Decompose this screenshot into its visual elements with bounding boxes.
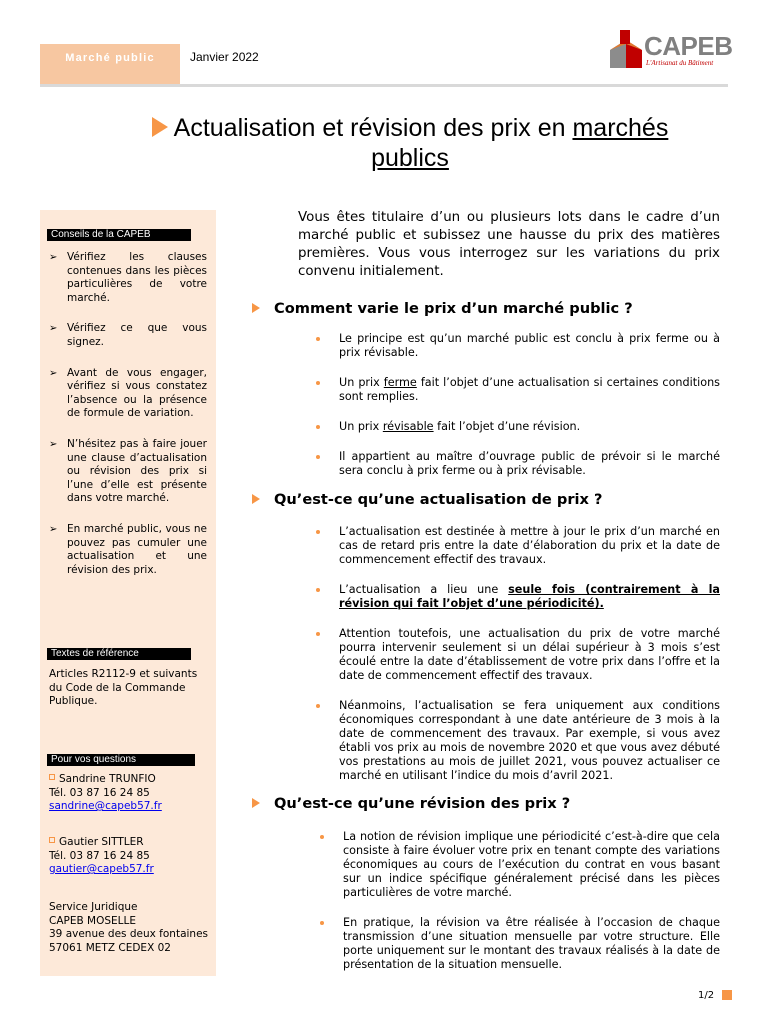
square-bullet-icon xyxy=(49,774,55,780)
arrow-bullet-icon: ➢ xyxy=(49,367,58,379)
section2-bullets xyxy=(316,525,720,783)
service-address: Service Juridique CAPEB MOSELLE 39 avenue des deux fontaines 57061 METZ CEDEX 02 xyxy=(49,901,209,954)
logo-wordmark: CAPEB xyxy=(644,31,733,61)
title-line1-start: Actualisation et révision des prix en xyxy=(173,114,573,142)
intro-paragraph: Vous êtes titulaire d’un ou plusieurs lots dans le cadre d’un marché public et subissez une hausse du prix des matières premières. Vous vous interrogez sur les variations du prix convenu initialement. xyxy=(298,210,720,279)
list-item: La notion de révision implique une périodicité c’est-à-dire que cela consiste à faire évoluer votre prix en tenant compte des variations économiques au cours de l’exécution du contrat en vous basant sur un indice spécifique généralement précisé dans les pièces particulières de votre marché. xyxy=(320,830,720,900)
contact-card xyxy=(49,836,209,877)
doc-date: Janvier 2022 xyxy=(190,50,259,64)
conseils-list xyxy=(49,251,207,594)
bullet-dot-icon xyxy=(316,632,320,636)
conseil-item: ➢ Vérifiez ce que vous signez. xyxy=(49,322,207,348)
title-arrow-icon xyxy=(152,117,168,137)
contact-email-link[interactable]: gautier@capeb57.fr xyxy=(49,863,154,876)
list-item: Il appartient au maître d’ouvrage public de prévoir si le marché sera conclu à prix ferme ou à prix révisable. xyxy=(316,450,720,478)
title-line2-underlined: publics xyxy=(371,144,449,172)
contact-phone: Tél. 03 87 16 24 85 xyxy=(49,849,150,862)
conseil-item: ➢ Vérifiez les clauses contenues dans les pièces particulières de votre marché. xyxy=(49,251,207,304)
heading-arrow-icon xyxy=(252,494,260,504)
bullet-dot-icon xyxy=(316,455,320,459)
arrow-bullet-icon: ➢ xyxy=(49,323,58,335)
bullet-dot-icon xyxy=(320,921,324,925)
textes-body: Articles R2112-9 et suivants du Code de la Commande Publique. xyxy=(49,668,198,708)
bullet-dot-icon xyxy=(316,588,320,592)
contact-name: Sandrine TRUNFIO xyxy=(49,773,209,787)
list-item: Un prix révisable fait l’objet d’une révision. xyxy=(316,420,720,434)
section-heading: Qu’est-ce qu’une révision des prix ? xyxy=(252,795,570,812)
section3-bullets xyxy=(320,830,720,972)
bullet-dot-icon xyxy=(316,381,320,385)
list-item: Attention toutefois, une actualisation du prix de votre marché pourra intervenir seulement si un délai supérieur à 3 mois s’est écoulé entre la date d’établissement de votre prix dans l’offre et la date de commencement effectif des travaux. xyxy=(316,627,720,683)
contact-email-link[interactable]: sandrine@capeb57.fr xyxy=(49,800,162,813)
section-heading: Qu’est-ce qu’une actualisation de prix ? xyxy=(252,491,602,508)
conseil-item: ➢ En marché public, vous ne pouvez pas cumuler une actualisation et une révision des prix. xyxy=(49,522,207,576)
list-item: En pratique, la révision va être réalisée à l’occasion de chaque transmission d’une situation mensuelle par votre structure. Elle porte uniquement sur le montant des travaux réalisés à la date de présentation de la situation mensuelle. xyxy=(320,916,720,972)
logo-slogan: L'Artisanat du Bâtiment xyxy=(646,59,714,67)
heading-arrow-icon xyxy=(252,798,260,808)
contact-card xyxy=(49,773,209,814)
square-bullet-icon xyxy=(49,837,55,843)
page-number: 1/2 xyxy=(698,990,715,1001)
conseils-label: Conseils de la CAPEB xyxy=(47,229,191,241)
textes-label: Textes de référence xyxy=(47,648,191,660)
list-item: L’actualisation a lieu une seule fois (contrairement à la révision qui fait l’objet d’une périodicité). xyxy=(316,583,720,611)
bullet-dot-icon xyxy=(316,337,320,341)
questions-label: Pour vos questions xyxy=(47,754,195,766)
title-line1-underlined: marchés xyxy=(572,114,669,142)
list-item: Néanmoins, l’actualisation se fera uniquement aux conditions économiques correspondant à une date antérieure de 3 mois à la date de commencement des travaux. Par exemple, si vous avez établi vos prix au mois de novembre 2020 et que vous avez débuté vos prestations au mois de juillet 2021, vous pouvez actualiser ce marché en utilisant l’indice du mois d’avril 2021. xyxy=(316,699,720,783)
doc-type-tag: Marché public xyxy=(65,52,155,64)
page-title xyxy=(105,113,715,173)
heading-arrow-icon xyxy=(252,303,260,313)
bullet-dot-icon xyxy=(320,835,324,839)
conseil-item: ➢ Avant de vous engager, vérifiez si vous constatez l’absence ou la présence de formule de variation. xyxy=(49,366,207,420)
page-marker-icon xyxy=(722,990,732,1000)
list-item: L’actualisation est destinée à mettre à jour le prix d’un marché en cas de retard pris entre la date d’élaboration du prix et la date de commencement effectif des travaux. xyxy=(316,525,720,567)
contact-phone: Tél. 03 87 16 24 85 xyxy=(49,786,150,799)
bullet-dot-icon xyxy=(316,704,320,708)
section1-bullets xyxy=(316,332,720,478)
doc-type-tag-background xyxy=(40,44,180,84)
bullet-dot-icon xyxy=(316,425,320,429)
contact-name: Gautier SITTLER xyxy=(49,836,209,850)
list-item: Le principe est qu’un marché public est conclu à prix ferme ou à prix révisable. xyxy=(316,332,720,360)
arrow-bullet-icon: ➢ xyxy=(49,523,58,535)
header-divider xyxy=(40,84,728,87)
bullet-dot-icon xyxy=(316,530,320,534)
arrow-bullet-icon: ➢ xyxy=(49,252,58,263)
section-heading: Comment varie le prix d’un marché public ? xyxy=(252,300,633,317)
conseil-item: ➢ N’hésitez pas à faire jouer une clause d’actualisation ou révision des prix si l’une d’elle est présente dans votre marché. xyxy=(49,437,207,505)
list-item: Un prix ferme fait l’objet d’une actualisation si certaines conditions sont remplies. xyxy=(316,376,720,404)
arrow-bullet-icon: ➢ xyxy=(49,438,58,450)
